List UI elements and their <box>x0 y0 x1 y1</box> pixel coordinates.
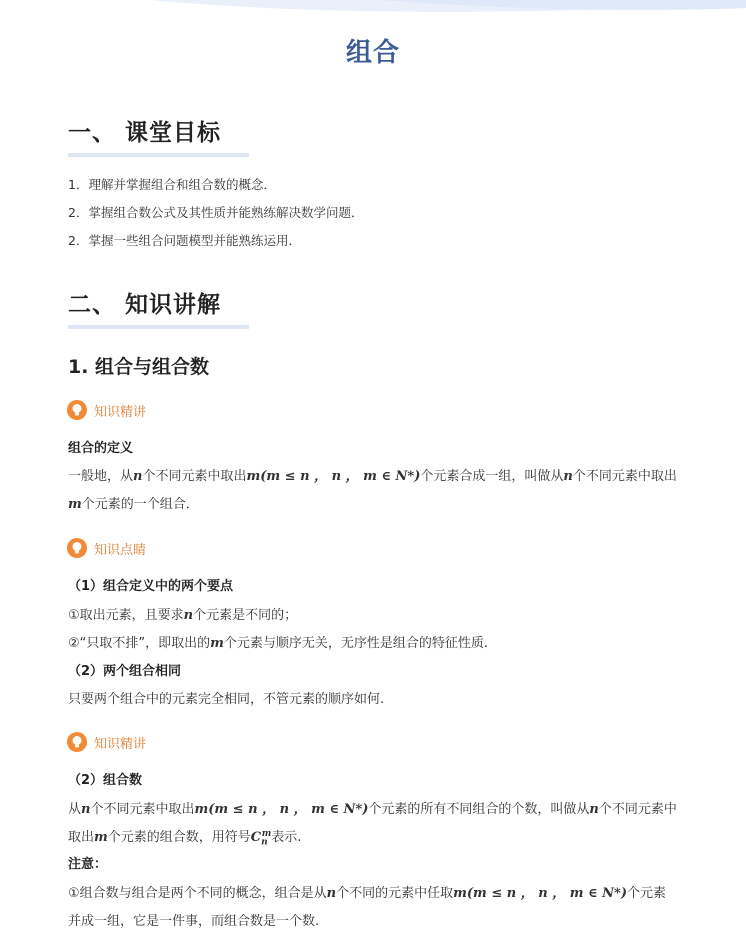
point-title: （2）两个组合相同 <box>68 664 182 679</box>
point-title: （1）组合定义中的两个要点 <box>68 579 234 594</box>
point-text: ②“只取不排”，即取出的m个元素与顺序无关，无序性是组合的特征性质. <box>68 636 489 651</box>
goal-item: 2．掌握组合数公式及其性质并能熟练解决数学问题． <box>68 205 364 220</box>
heading-underline <box>68 153 249 157</box>
definition-text: 一般地，从n个不同元素中取出m(m ≤ n ， n ， m ∈ N*)个元素合成一组，叫做从n个不同元素中取出 <box>68 469 677 484</box>
tag-label: 知识点睛 <box>94 542 147 558</box>
tag-label: 知识精讲 <box>94 736 147 752</box>
subsection-title: 1. 组合与组合数 <box>68 356 210 378</box>
goal-item: 2．掌握一些组合问题模型并能熟练运用． <box>68 233 301 248</box>
combination-number-text-cont: 取出m个元素的组合数，用符号$C_n^m$表示. <box>68 828 302 848</box>
note-title: 注意： <box>68 857 108 872</box>
knowledge-tag <box>67 732 146 752</box>
combination-number-text: 从n个不同元素中取出m(m ≤ n ， n ， m ∈ N*)个元素的所有不同组合的个数，叫做从n个不同元素中 <box>68 802 677 817</box>
definition-text-cont: m个元素的一个组合． <box>68 497 199 512</box>
lightbulb-icon <box>67 538 87 558</box>
note-text-cont: 并成一组，它是一件事，而组合数是一个数. <box>68 914 320 929</box>
knowledge-tag <box>67 538 146 558</box>
heading-underline <box>68 325 249 329</box>
lightbulb-icon <box>67 400 87 420</box>
section-heading-knowledge: 二、 知识讲解 <box>68 292 222 318</box>
tag-label: 知识精讲 <box>94 404 147 420</box>
section-heading-goals: 一、 课堂目标 <box>68 120 222 146</box>
definition-title: 组合的定义 <box>68 441 134 456</box>
goal-item: 1．理解并掌握组合和组合数的概念． <box>68 177 276 192</box>
note-text: ①组合数与组合是两个不同的概念，组合是从n个不同的元素中任取m(m ≤ n ， n ， m ∈ N*)个元素 <box>68 886 667 901</box>
combination-symbol: $C_n^m$ <box>250 828 272 848</box>
lightbulb-icon <box>67 732 87 752</box>
point-text: ①取出元素，且要求n个元素是不同的； <box>68 608 298 623</box>
point-text: 只要两个组合中的元素完全相同，不管元素的顺序如何. <box>68 692 385 707</box>
page-title: 组合 <box>345 38 400 68</box>
combination-number-title: （2）组合数 <box>68 773 143 788</box>
knowledge-tag <box>67 400 146 420</box>
